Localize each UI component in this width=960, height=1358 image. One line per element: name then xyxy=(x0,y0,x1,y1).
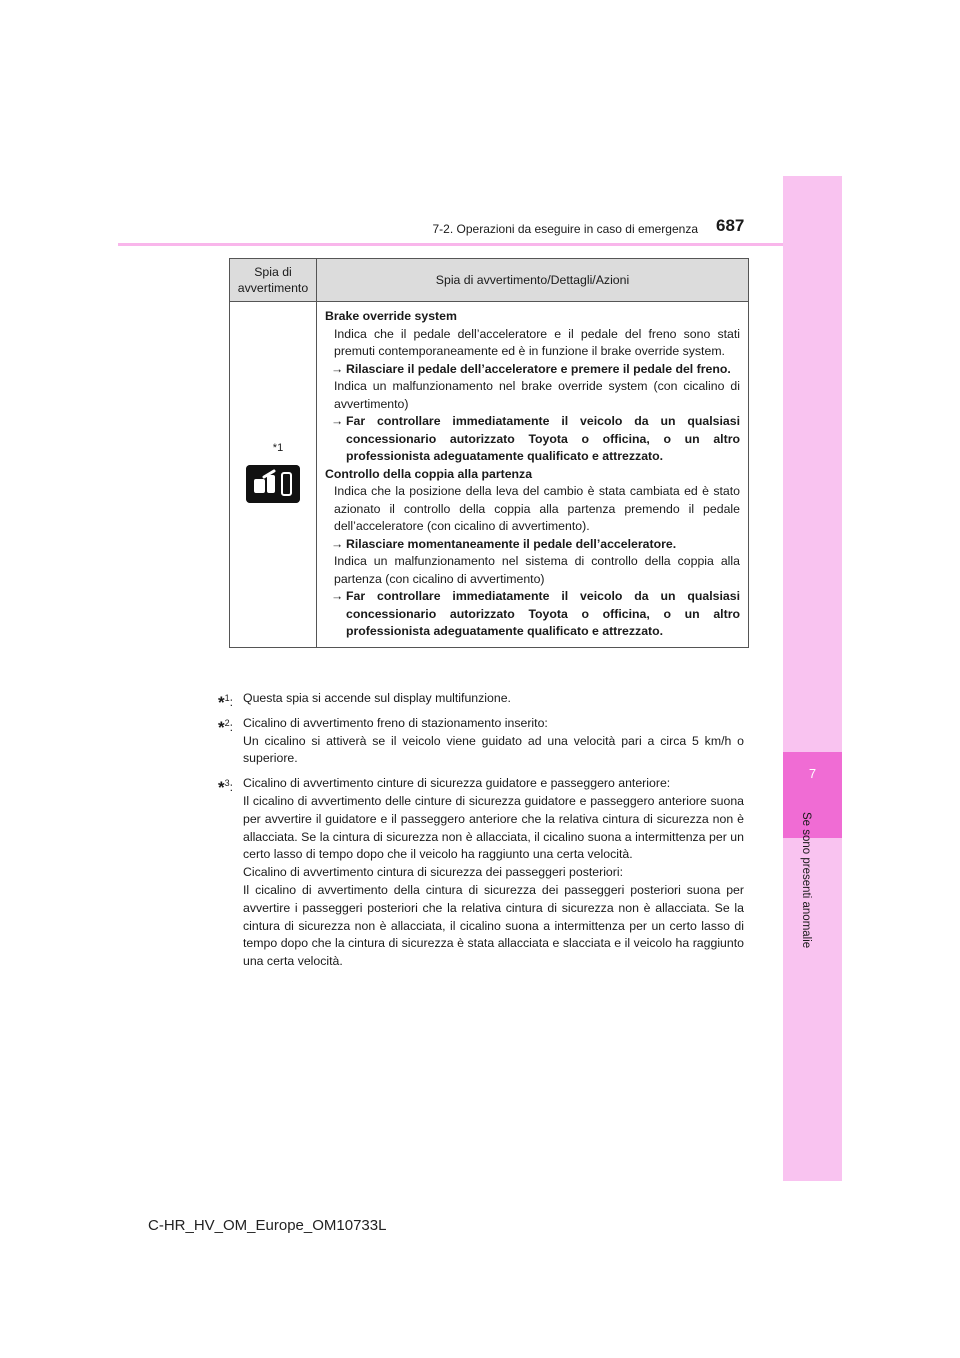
footnote-marker: *$^3$: xyxy=(218,778,234,798)
warning-light-table xyxy=(229,258,749,648)
detail-action xyxy=(325,536,740,554)
chapter-side-tab xyxy=(783,176,842,1181)
details-list xyxy=(325,308,740,641)
detail-text: Indica un malfunzionamento nel brake override system (con cicalino di avvertimento) xyxy=(334,379,740,411)
detail-text: Rilasciare il pedale dell’acceleratore e premere il pedale del freno. xyxy=(346,361,731,376)
detail-text: Brake override system xyxy=(325,309,457,323)
detail-text xyxy=(325,483,740,536)
details-cell xyxy=(317,302,749,648)
page-number: 687 xyxy=(716,216,745,235)
chapter-number: 7 xyxy=(808,766,817,781)
header-rule xyxy=(118,243,783,246)
arrow-right-icon: → xyxy=(331,536,344,551)
icon-footnote-ref: *1 xyxy=(272,441,284,454)
detail-action xyxy=(325,588,740,641)
detail-text xyxy=(325,326,740,361)
detail-text xyxy=(325,553,740,588)
footnote-line: Cicalino di avvertimento freno di stazionamento inserito: xyxy=(243,715,548,730)
footnote-line: Un cicalino si attiverà se il veicolo viene guidato ad una velocità pari a circa 5 km/h o superiore. xyxy=(243,733,744,766)
chapter-title: Se sono presenti anomalie xyxy=(800,812,812,949)
detail-text: Indica un malfunzionamento nel sistema di controllo della coppia alla partenza (con cicalino di avvertimento) xyxy=(334,554,740,586)
footnote-3 xyxy=(218,775,744,971)
brake-override-warning-icon xyxy=(246,465,300,503)
footnote-1 xyxy=(218,690,744,712)
footnote-line: Cicalino di avvertimento cinture di sicurezza guidatore e passeggero anteriore: xyxy=(243,776,671,791)
detail-text: Far controllare immediatamente il veicolo da un qualsiasi concessionario autorizzato Toyota o officina, o un altro professionista adeguatamente qualificato e attrezzato. xyxy=(346,589,740,638)
header-section-title: 7-2. Operazioni da eseguire in caso di emergenza xyxy=(432,222,698,236)
footnote-marker: *$^1$: xyxy=(218,693,234,712)
arrow-right-icon: → xyxy=(331,589,344,603)
detail-action xyxy=(325,361,740,379)
arrow-right-icon: → xyxy=(331,414,344,428)
footnote-line: Il cicalino di avvertimento delle cinture di sicurezza guidatore e passeggero anteriore suona per avvertire il guidatore e il passeggero anteriore che la relativa cintura di sicurezza non è allacciata. Se la cintura di sicurezza non è allacciata, il cicalino suona a intermittenza per un certo lasso di tempo dopo che il veicolo ha raggiunto una certa velocità. xyxy=(243,793,744,862)
footnote-marker: *$^2$: xyxy=(218,717,234,737)
icon-cell xyxy=(230,302,317,648)
detail-text: Controllo della coppia alla partenza xyxy=(325,466,533,481)
detail-title xyxy=(325,466,740,484)
detail-text: Indica che la posizione della leva del cambio è stata cambiata ed è stato azionato il controllo della coppia alla partenza premendo il pedale dell’acceleratore (con cicalino di avvertimento). xyxy=(334,484,740,533)
table-header-icon: Spia di avvertimento xyxy=(230,259,317,302)
table-header-details: Spia di avvertimento/Dettagli/Azioni xyxy=(317,259,749,302)
detail-text: Indica che il pedale dell’acceleratore e il pedale del freno sono stati premuti contemporaneamente ed è in funzione il brake override system. xyxy=(334,326,740,358)
document-code: C-HR_HV_OM_Europe_OM10733L xyxy=(148,1217,387,1234)
footnote-line: Il cicalino di avvertimento della cintura di sicurezza dei passeggeri posteriori suona per avvertire i passeggeri posteriori che la relativa cintura di sicurezza non è allacciata. Se la cintura di sicurezza non è allacciata, il cicalino suona a intermittenza per un certo lasso di tempo dopo che la cintura di sicurezza è stata allacciata e slacciata e il veicolo ha raggiunto una certa velocità. xyxy=(243,882,744,969)
detail-text xyxy=(325,378,740,413)
detail-title xyxy=(325,308,740,326)
footnote-line: Cicalino di avvertimento cintura di sicurezza dei passeggeri posteriori: xyxy=(243,865,624,880)
detail-action xyxy=(325,413,740,466)
arrow-right-icon: → xyxy=(331,361,344,376)
table-row xyxy=(230,302,749,648)
footnote-line: Questa spia si accende sul display multifunzione. xyxy=(243,691,511,705)
footnote-2 xyxy=(218,715,744,768)
detail-text: Rilasciare momentaneamente il pedale dell’acceleratore. xyxy=(346,536,677,551)
detail-text: Far controllare immediatamente il veicolo da un qualsiasi concessionario autorizzato Toyota o officina, o un altro professionista adeguatamente qualificato e attrezzato. xyxy=(346,414,740,463)
footnotes xyxy=(218,690,744,978)
